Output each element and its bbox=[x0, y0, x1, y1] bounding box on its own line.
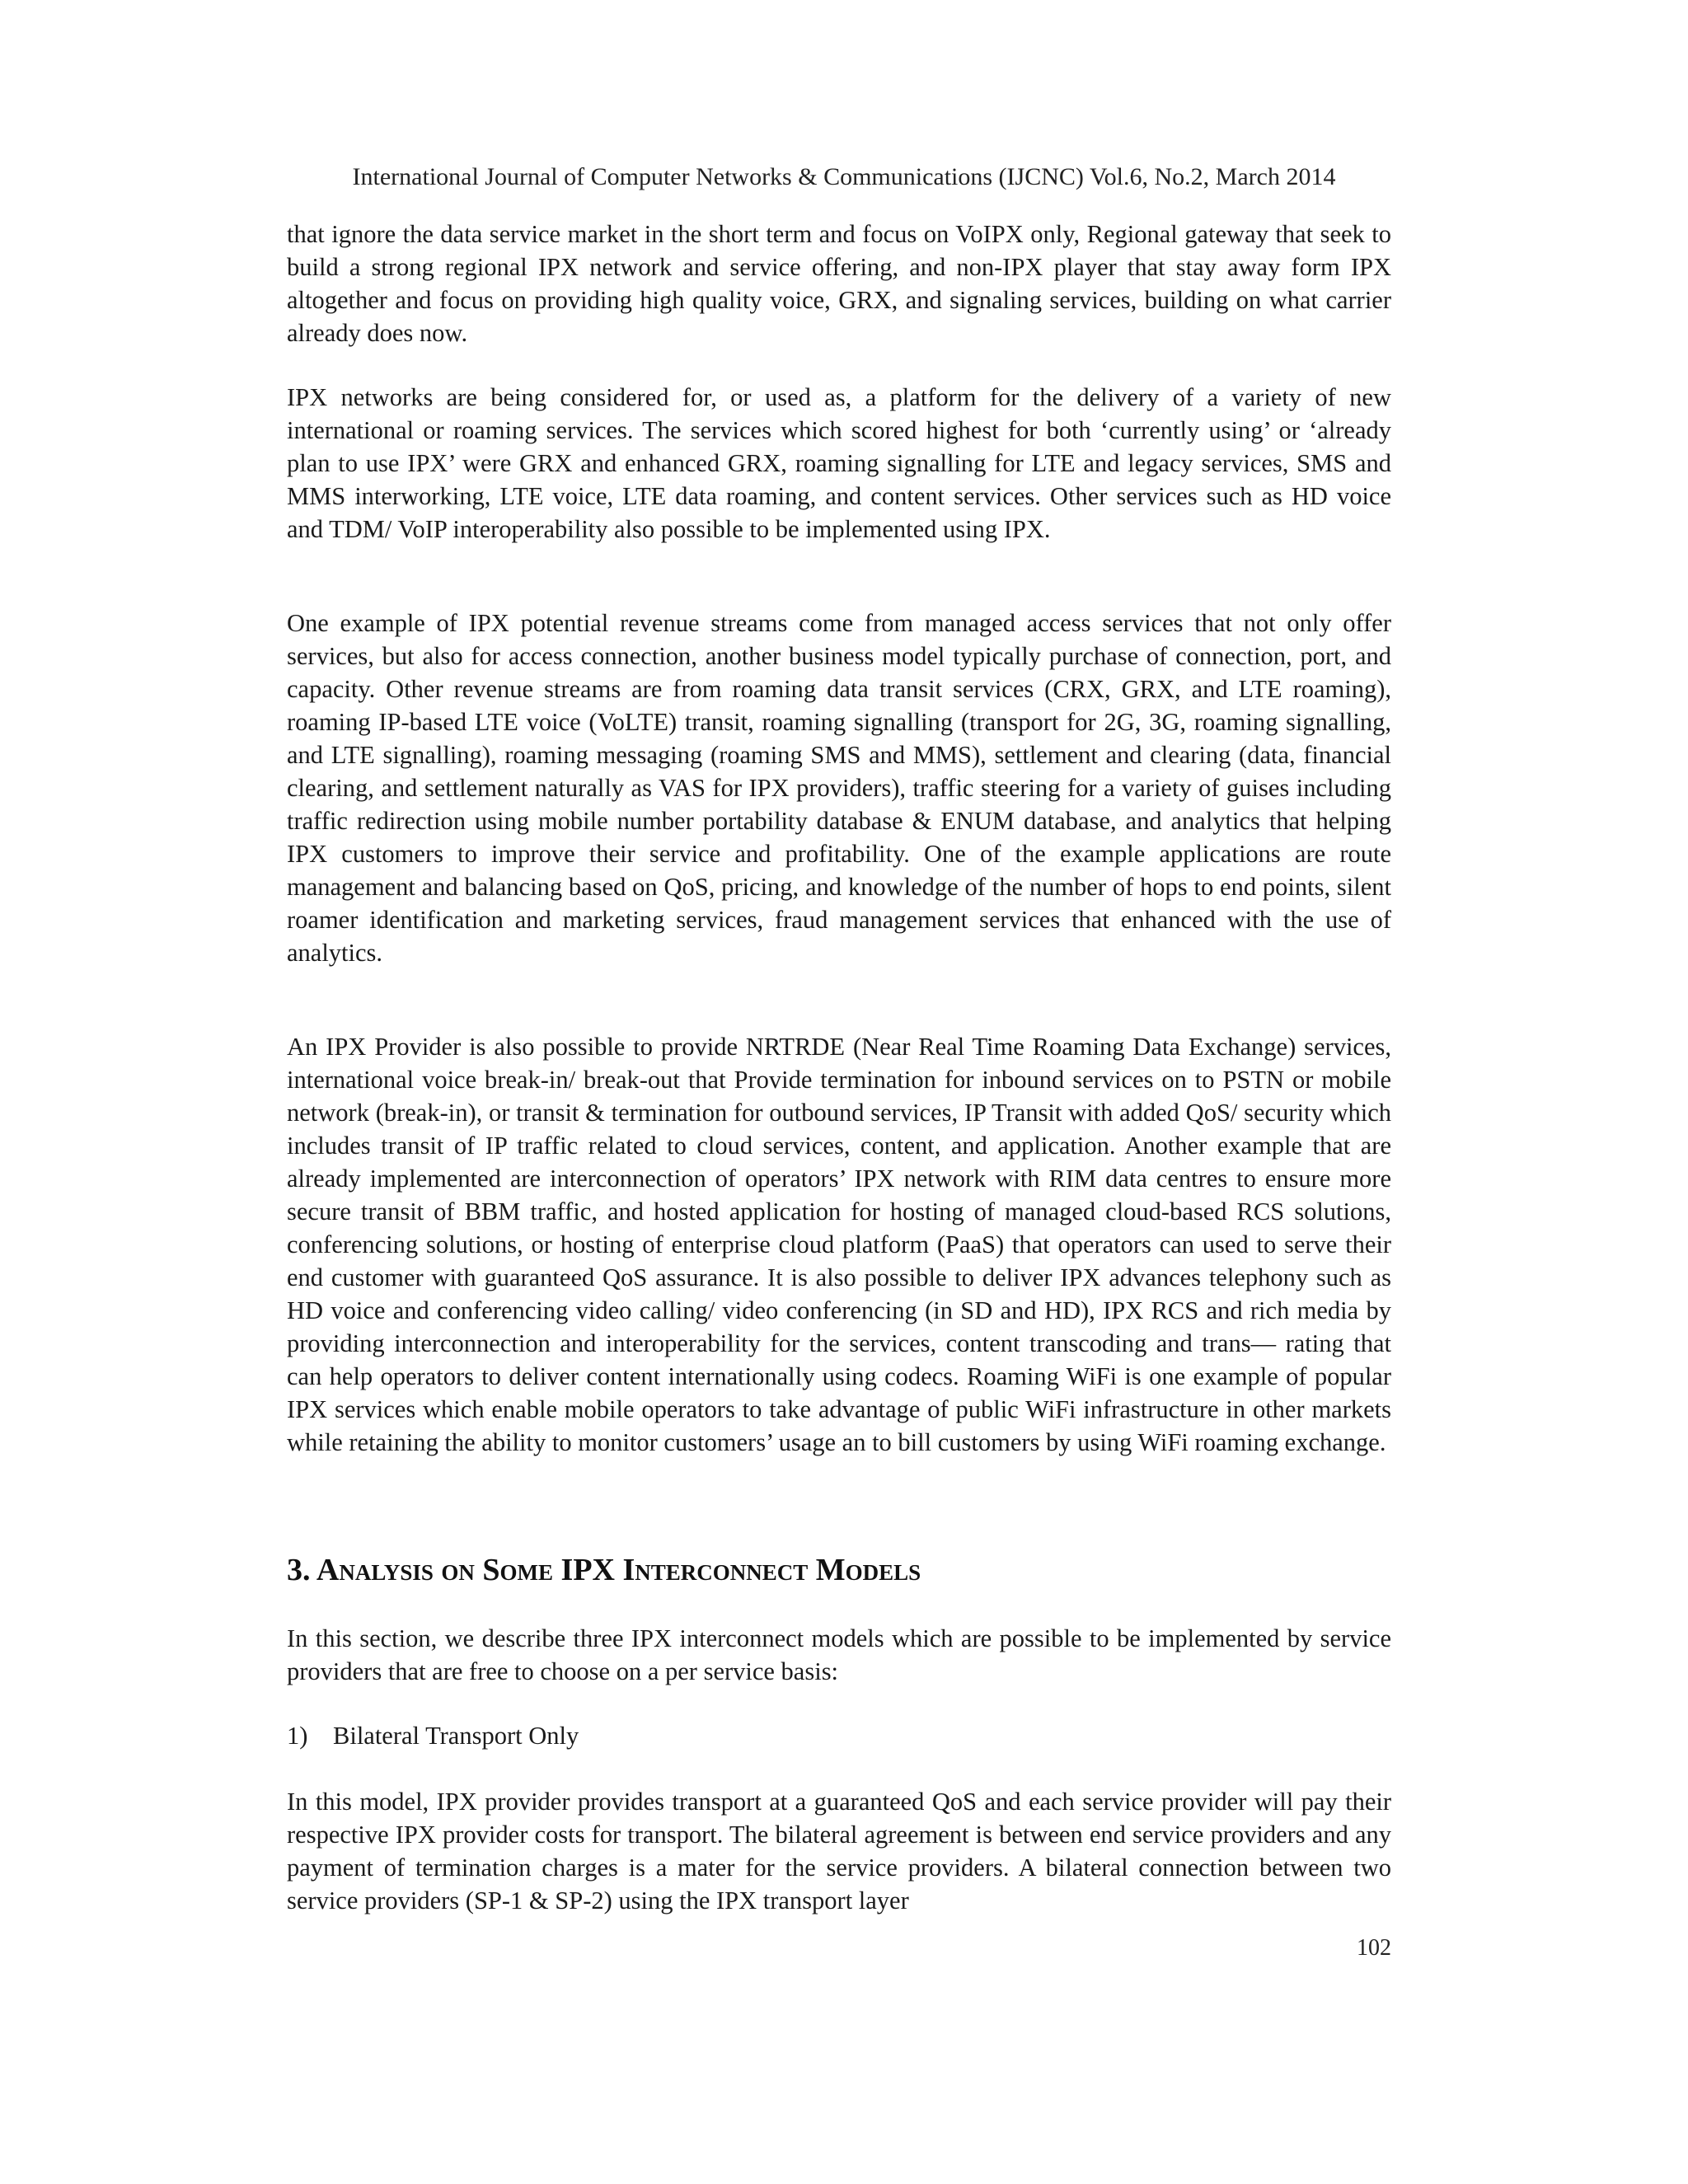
paragraph-revenue-streams: One example of IPX potential revenue streams come from managed access services that not only offer services, but also for access connection, another business model typically purchase of connection, port, and capacity. Other revenue streams are from roaming data transit services (CRX, GRX, and LTE roaming), roaming IP-based LTE voice (VoLTE) transit, roaming signalling (transport for 2G, 3G, roaming signalling, and LTE signalling), roaming messaging (roaming SMS and MMS), settlement and clearing (data, financial clearing, and settlement naturally as VAS for IPX providers), traffic steering for a variety of guises including traffic redirection using mobile number portability database & ENUM database, and analytics that helping IPX customers to improve their service and profitability. One of the example applications are route management and balancing based on QoS, pricing, and knowledge of the number of hops to end points, silent roamer identification and marketing services, fraud management services that enhanced with the use of analytics. bbox=[287, 609, 1391, 967]
paragraph-ipx-services: IPX networks are being considered for, or used as, a platform for the delivery of a variety of new international or roaming services. The services which scored highest for both ‘currently using’ or ‘already plan to use IPX’ were GRX and enhanced GRX, roaming signalling for LTE and legacy services, SMS and MMS interworking, LTE voice, LTE data roaming, and content services. Other services such as HD voice and TDM/ VoIP interoperability also possible to be implemented using IPX. bbox=[287, 383, 1391, 543]
list-item bbox=[287, 1719, 579, 1752]
section-intro-paragraph: In this section, we describe three IPX interconnect models which are possible to be implemented by service providers that are free to choose on a per service basis: bbox=[287, 1624, 1391, 1685]
paragraph-ipx-provider-services: An IPX Provider is also possible to provide NRTRDE (Near Real Time Roaming Data Exchange) services, international voice break-in/ break-out that Provide termination for inbound services on to PSTN or mobile network (break-in), or transit & termination for outbound services, IP Transit with added QoS/ security which includes transit of IP traffic related to cloud services, content, and application. Another example that are already implemented are interconnection of operators’ IPX network with RIM data centres to ensure more secure transit of BBM traffic, and hosted application for hosting of managed cloud-based RCS solutions, conferencing solutions, or hosting of enterprise cloud platform (PaaS) that operators can used to serve their end customer with guaranteed QoS assurance. It is also possible to deliver IPX advances telephony such as HD voice and conferencing video calling/ video conferencing (in SD and HD), IPX RCS and rich media by providing interconnection and interoperability for the services, content transcoding and trans— rating that can help operators to deliver content internationally using codecs. Roaming WiFi is one example of popular IPX services which enable mobile operators to take advantage of public WiFi infrastructure in other markets while retaining the ability to monitor customers’ usage an to bill customers by using WiFi roaming exchange. bbox=[287, 1033, 1391, 1456]
list-item-text: Bilateral Transport Only bbox=[333, 1722, 579, 1750]
paragraph-ipx-strategies: that ignore the data service market in the short term and focus on VoIPX only, Regional gateway that seek to build a strong regional IPX network and service offering, and non-IPX player that stay away form IPX altogether and focus on providing high quality voice, GRX, and signaling services, building on what carrier already does now. bbox=[287, 220, 1391, 347]
page-number: 102 bbox=[1357, 1935, 1391, 1961]
running-header: International Journal of Computer Networks & Communications (IJCNC) Vol.6, No.2, March 2014 bbox=[352, 163, 1336, 190]
list-item-number: 1) bbox=[287, 1722, 308, 1750]
paragraph-bilateral-model: In this model, IPX provider provides transport at a guaranteed QoS and each service provider will pay their respective IPX provider costs for transport. The bilateral agreement is between end service providers and any payment of termination charges is a mater for the service providers. A bilateral connection between two service providers (SP-1 & SP-2) using the IPX transport layer bbox=[287, 1788, 1391, 1915]
section-heading: 3. Analysis on Some IPX Interconnect Models bbox=[287, 1553, 921, 1587]
